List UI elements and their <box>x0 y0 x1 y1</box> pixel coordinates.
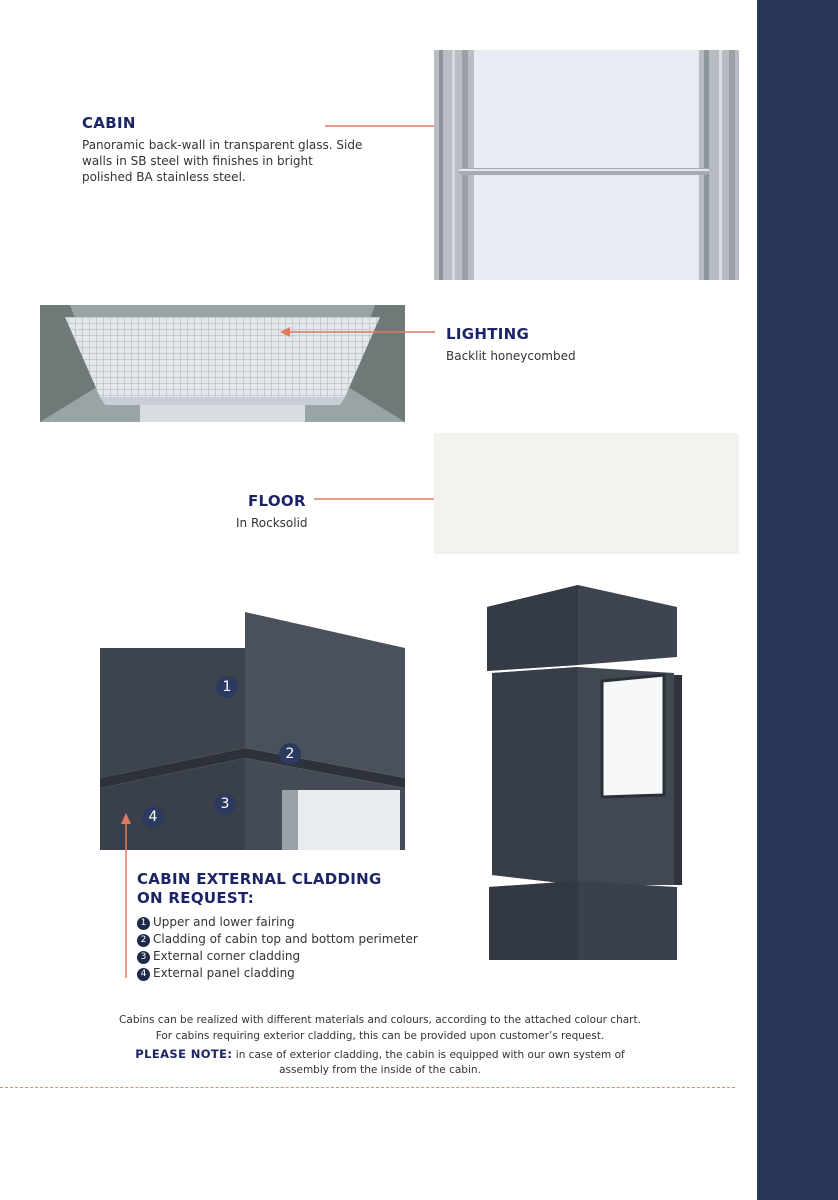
lighting-photo <box>40 305 405 422</box>
cladding-list <box>137 914 418 982</box>
dashed-divider <box>0 1087 735 1088</box>
list-item <box>137 914 418 931</box>
list-number-badge: 3 <box>137 951 150 964</box>
list-item <box>137 948 418 965</box>
cladding-heading-line2: ON REQUEST: <box>137 889 255 907</box>
floor-description: In Rocksolid <box>236 516 308 530</box>
cabin-heading: CABIN <box>82 114 136 132</box>
lighting-heading: LIGHTING <box>446 325 530 343</box>
callout-badge-2: 2 <box>279 743 301 765</box>
footer-note <box>100 1046 660 1063</box>
list-item-label: External panel cladding <box>153 966 295 980</box>
footer-line-1: Cabins can be realized with different materials and colours, according to the attached colour chart. <box>119 1014 641 1026</box>
note-text-1: in case of exterior cladding, the cabin is equipped with our own system of <box>232 1049 625 1061</box>
floor-sample <box>434 433 739 554</box>
sidebar-band <box>757 0 838 1200</box>
callout-badge-4: 4 <box>142 806 164 828</box>
list-item-label: Upper and lower fairing <box>153 915 295 929</box>
floor-heading: FLOOR <box>248 492 306 510</box>
cabin-photo <box>434 50 739 280</box>
list-number-badge: 4 <box>137 968 150 981</box>
cladding-heading-line1: CABIN EXTERNAL CLADDING <box>137 870 382 888</box>
list-item-label: Cladding of cabin top and bottom perimeter <box>153 932 418 946</box>
callout-badge-3: 3 <box>214 793 236 815</box>
list-number-badge: 2 <box>137 934 150 947</box>
footer-line-2: For cabins requiring exterior cladding, this can be provided upon customer’s request. <box>155 1030 605 1042</box>
callout-badge-1: 1 <box>216 676 238 698</box>
lighting-arrow <box>280 326 440 338</box>
cabin-description: Panoramic back-wall in transparent glass. Side walls in SB steel with finishes in bright polished BA stainless steel. <box>82 138 363 184</box>
cladded-cabin-illustration <box>484 585 684 960</box>
list-item <box>137 965 418 982</box>
note-label: PLEASE NOTE: <box>135 1047 233 1061</box>
list-item <box>137 931 418 948</box>
cladding-heading <box>137 870 382 908</box>
list-number-badge: 1 <box>137 917 150 930</box>
lighting-description: Backlit honeycombed <box>446 349 576 363</box>
footer-note-line-2: assembly from the inside of the cabin. <box>279 1064 481 1076</box>
list-item-label: External corner cladding <box>153 949 301 963</box>
cladding-arrow <box>120 812 132 978</box>
